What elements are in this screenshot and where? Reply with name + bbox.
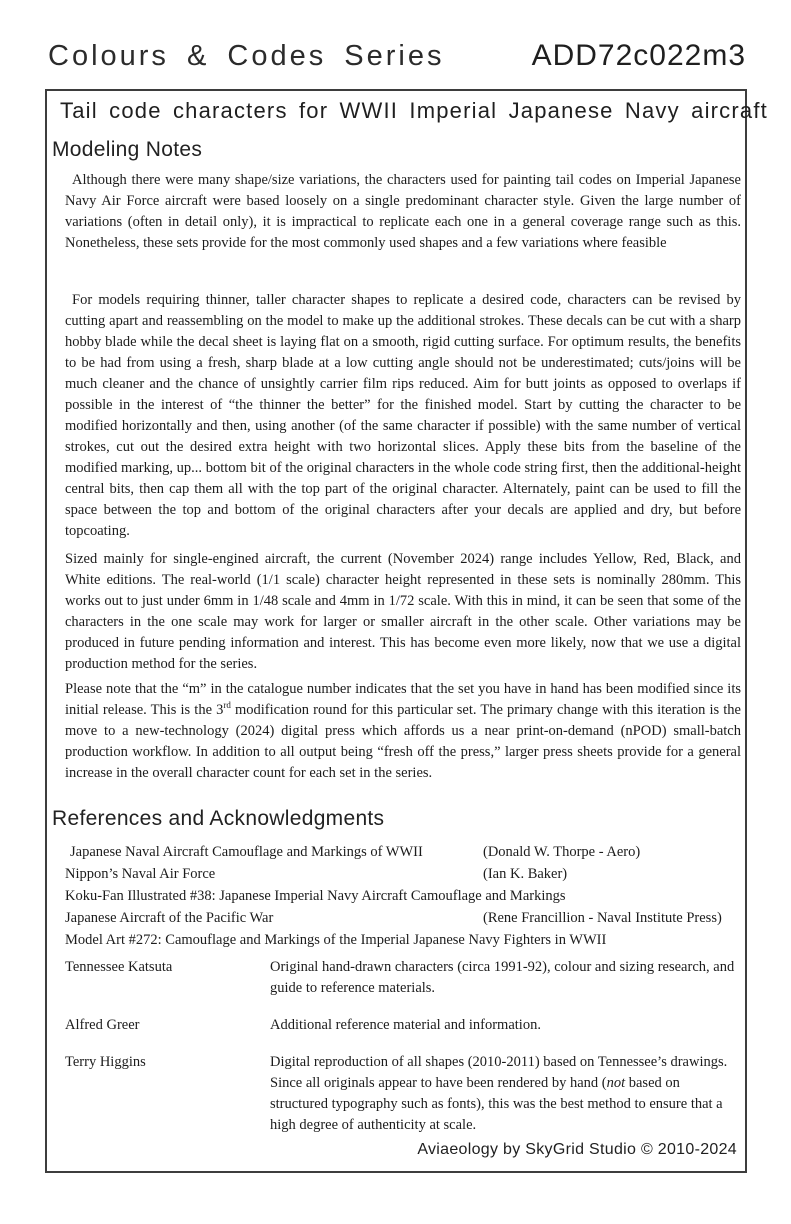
reference-author: (Ian K. Baker) xyxy=(483,866,568,882)
reference-item xyxy=(65,885,743,907)
body-paragraph: Although there were many shape/size variations, the characters used for painting tail codes on Imperial Japanese Navy Air Force aircraft were based loosely on a single predominant character style. Given the large number of variations (often in detail only), it is impractical to replicate each one in a general coverage range such as this. Nonetheless, these sets provide for the most commonly used shapes and a few variations where feasible xyxy=(65,172,741,251)
reference-item xyxy=(65,929,743,951)
credit-name: Tennessee Katsuta xyxy=(65,959,173,975)
reference-title: Nippon’s Naval Air Force xyxy=(65,866,216,882)
references-list xyxy=(65,841,743,951)
references-heading: References and Acknowledgments xyxy=(52,807,385,830)
page-title: Tail code characters for WWII Imperial Japanese Navy aircraft xyxy=(60,98,768,123)
modeling-notes-heading: Modeling Notes xyxy=(52,138,203,161)
credit-item xyxy=(65,957,741,999)
body-paragraph: For models requiring thinner, taller character shapes to replicate a desired code, characters can be revised by cutting apart and reassembling on the model to make up the additional strokes. These decals can be cut with a sharp hobby blade while the decal sheet is laying flat on a smooth, rigid cutting surface. For optimum results, the benefits to be had from using a fresh, sharp blade at a low cutting angle should not be underestimated; cuts/joins will be much cleaner and the chance of unsightly carrier film rips reduced. Aim for butt joints as opposed to overlaps if possible in the interest of “the thinner the better” for the finished model. Start by cutting the character to be modified horizontally and then, using another (of the same character if possible) with the same number of vertical strokes, cut out the desired extra height with two horizontal slices. Apply these bits from the baseline of the modified marking, up... bottom bit of the original characters in the whole code string first, then the additional-height central bits, then cap them all with the top part of the original character. Alternately, paint can be used to fill the space between the top and bottom of the original characters after your decals are applied and dry, but before topcoating. xyxy=(65,292,741,539)
credit-description: Digital reproduction of all shapes (2010-2011) based on Tennessee’s drawings. Since all originals appear to have been rendered by hand (not based on structured typography such as fonts), this was the best method to ensure that a high degree of authenticity at scale. xyxy=(270,1054,728,1133)
body-paragraph: Sized mainly for single-engined aircraft, the current (November 2024) range includes Yellow, Red, Black, and White editions. The real-world (1/1 scale) character height represented in these sets is nominally 280mm. This works out to just under 6mm in 1/48 scale and 4mm in 1/72 scale. With this in mind, it can be seen that some of the characters in the one scale may work for larger or smaller aircraft in the other scale. Other variations may be produced in future pending information and interest. This has become even more likely, now that we use a digital production method for the series. xyxy=(65,551,741,672)
reference-author: (Donald W. Thorpe - Aero) xyxy=(483,844,641,860)
copyright-line: Aviaeology by SkyGrid Studio © 2010-2024 xyxy=(417,1141,737,1158)
credit-item xyxy=(65,1052,741,1136)
content-box xyxy=(45,89,768,1173)
reference-title: Japanese Naval Aircraft Camouflage and Markings of WWII xyxy=(70,844,423,860)
reference-title: Koku-Fan Illustrated #38: Japanese Imperial Navy Aircraft Camouflage and Markings xyxy=(65,888,566,904)
series-title: Colours & Codes Series xyxy=(48,40,445,72)
reference-item xyxy=(65,841,743,863)
credit-name: Alfred Greer xyxy=(65,1017,140,1033)
credit-description: Original hand-drawn characters (circa 1991-92), colour and sizing research, and guide to reference materials. xyxy=(270,959,735,996)
credit-item xyxy=(65,1015,741,1036)
reference-title: Japanese Aircraft of the Pacific War xyxy=(65,910,274,926)
catalogue-number: ADD72c022m3 xyxy=(531,39,746,72)
credit-description: Additional reference material and information. xyxy=(270,1017,541,1033)
reference-author: (Rene Francillion - Naval Institute Press) xyxy=(483,910,722,926)
credits-list xyxy=(65,957,741,1152)
body-paragraph: Please note that the “m” in the catalogue number indicates that the set you have in hand has been modified since its initial release. This is the 3rd modification round for this particular set. The primary change with this iteration is the move to a new-technology (2024) digital press which affords us a near print-on-demand (nPOD) small-batch production workflow. In addition to all output being “fresh off the press,” larger press sheets provide for a general increase in the overall character count for each set in the series. xyxy=(65,681,741,781)
reference-item xyxy=(65,907,743,929)
credit-name: Terry Higgins xyxy=(65,1054,146,1070)
reference-title: Model Art #272: Camouflage and Markings of the Imperial Japanese Navy Fighters in WWII xyxy=(65,932,607,948)
reference-item xyxy=(65,863,743,885)
